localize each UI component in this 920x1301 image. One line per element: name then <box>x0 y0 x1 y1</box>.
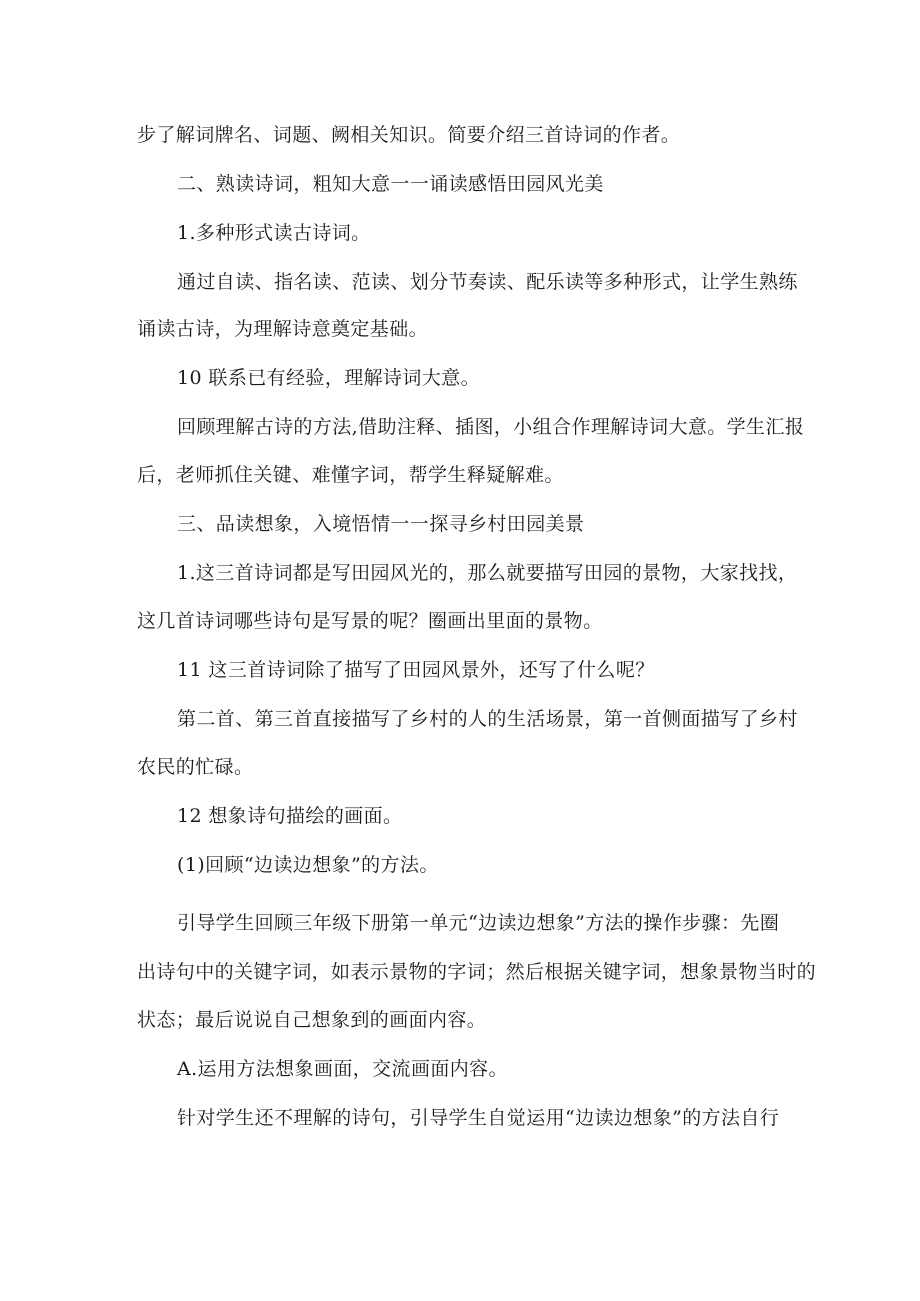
text-line: 步了解词牌名、词题、阙相关知识。简要介绍三首诗词的作者。 <box>137 124 681 146</box>
text-line: 11 这三首诗词除了描写了田园风景外，还写了什么呢？ <box>177 659 655 681</box>
text-line: 1.多种形式读古诗词。 <box>177 222 371 244</box>
text-line: 状态；最后说说自己想象到的画面内容。 <box>137 1009 487 1031</box>
text-line: A.运用方法想象画面，交流画面内容。 <box>177 1058 508 1080</box>
text-line: 针对学生还不理解的诗句，引导学生自觉运用“边读边想象”的方法自行 <box>177 1107 780 1129</box>
text-line: 后，老师抓住关键、难懂字词，帮学生释疑解难。 <box>137 464 564 486</box>
text-line: 通过自读、指名读、范读、划分节奏读、配乐读等多种形式，让学生熟练 <box>177 271 798 293</box>
text-line: 农民的忙碌。 <box>137 756 254 778</box>
text-line: 回顾理解古诗的方法,借助注释、插图，小组合作理解诗词大意。学生汇报 <box>177 416 805 438</box>
section-heading: 三、品读想象，入境悟情一一探寻乡村田园美景 <box>177 513 585 535</box>
section-heading: 二、熟读诗词，粗知大意一一诵读感悟田园风光美 <box>177 173 604 195</box>
text-line: 第二首、第三首直接描写了乡村的人的生活场景，第一首侧面描写了乡村 <box>177 708 798 730</box>
text-line: 引导学生回顾三年级下册第一单元“边读边想象”方法的操作步骤：先圈 <box>177 912 780 934</box>
text-line: 10 联系已有经验，理解诗词大意。 <box>177 367 481 389</box>
text-line: 出诗句中的关键字词，如表示景物的字词；然后根据关键字词，想象景物当时的 <box>137 961 817 983</box>
text-line: 诵读古诗，为理解诗意奠定基础。 <box>137 318 429 340</box>
text-line: 这几首诗词哪些诗句是写景的呢？圈画出里面的景物。 <box>137 610 603 632</box>
text-line: 12 想象诗句描绘的画面。 <box>177 805 403 827</box>
text-line: 1.这三首诗词都是写田园风光的，那么就要描写田园的景物，大家找找， <box>177 562 798 584</box>
text-line: (1)回顾“边读边想象”的方法。 <box>177 854 439 876</box>
